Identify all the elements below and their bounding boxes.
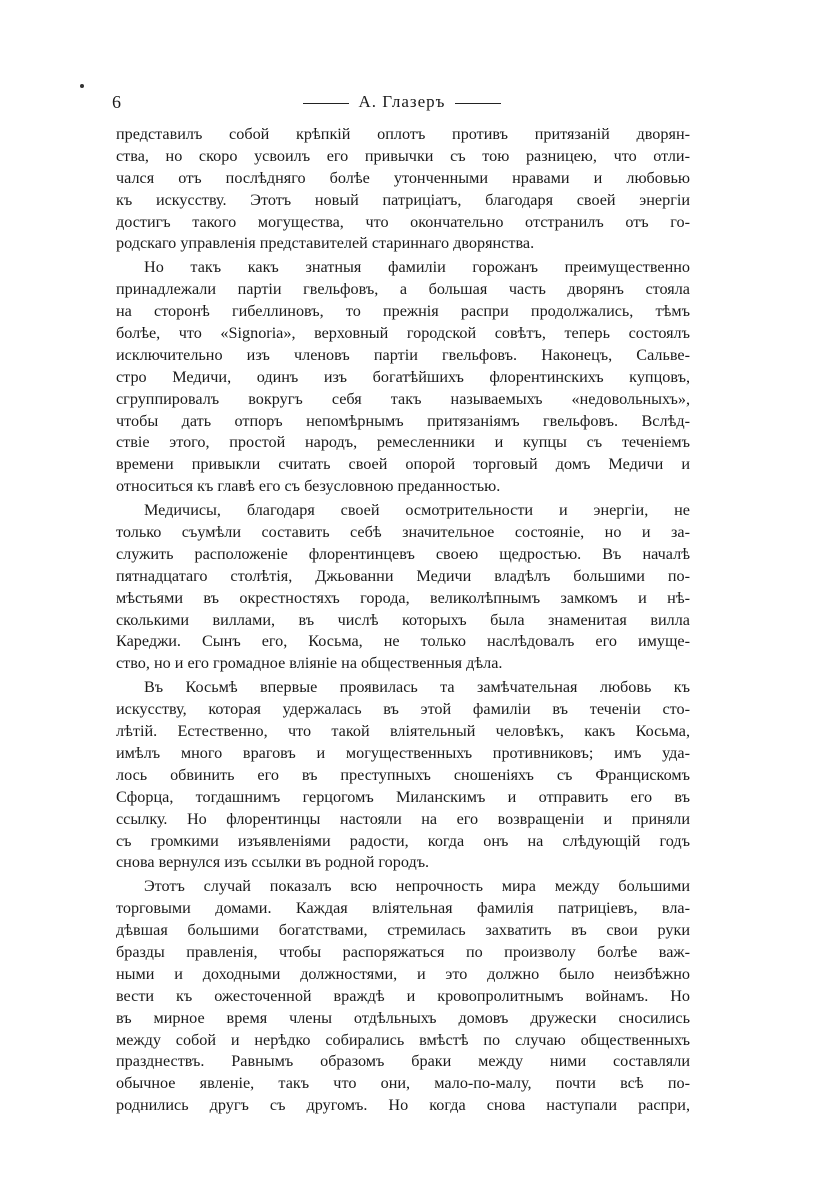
text-line: лѣтій. Естественно, что такой вліятельный человѣкъ, какъ Косьма,	[116, 722, 690, 741]
text-line: служить расположеніе флорентинцевъ своею щедростью. Въ началѣ	[116, 544, 690, 563]
text-line: лось обвинить его въ преступныхъ сношеніяхъ съ Францискомъ	[116, 765, 690, 784]
text-line: болѣе, что «Signoria», верховный городской совѣтъ, теперь состоялъ	[116, 324, 690, 343]
text-line: ства, но скоро усвоилъ его привычки съ тою разницею, что отли-	[116, 146, 690, 165]
scan-speck	[80, 84, 84, 88]
text-line: вести къ ожесточенной враждѣ и кровопролитнымъ войнамъ. Но	[116, 986, 690, 1005]
text-line: въ мирное время члены отдѣльныхъ домовъ дружески сносились	[116, 1008, 690, 1027]
text-line: роднились другъ съ другомъ. Но когда снова наступали распри,	[116, 1096, 690, 1115]
text-line: ство, но и его громадное вліяніе на общественныя дѣла.	[116, 654, 503, 673]
text-line: мѣстьями въ окрестностяхъ города, великолѣпнымъ замкомъ и нѣ-	[116, 588, 690, 607]
text-line: времени привыкли считать своей опорой торговый домъ Медичи и	[116, 455, 690, 474]
text-line: ссылку. Но флорентинцы настояли на его возвращеніи и приняли	[116, 809, 690, 828]
text-line: достигъ такого могущества, что окончательно отстранилъ отъ го-	[116, 212, 690, 231]
text-line: представилъ собой крѣпкій оплотъ противъ притязаній дворян-	[116, 125, 690, 143]
text-line: пятнадцатаго столѣтія, Джьованни Медичи владѣлъ большими по-	[116, 566, 690, 585]
text-line: сколькими виллами, въ числѣ которыхъ была знаменитая вилла	[116, 610, 690, 629]
text-line: дѣвшая большими богатствами, стремилась захватить въ свои руки	[116, 921, 690, 940]
text-line: снова вернулся изъ ссылки въ родной городъ.	[116, 853, 430, 872]
paragraph	[116, 677, 690, 874]
text-line: бразды правленія, чтобы распоряжаться по произволу болѣе важ-	[116, 942, 690, 961]
text-line: между собой и нерѣдко собирались вмѣстѣ по случаю общественныхъ	[116, 1030, 690, 1049]
body-text	[116, 124, 690, 1119]
text-line: только съумѣли составить себѣ значительное состояніе, но и за-	[116, 523, 690, 542]
paragraph	[116, 500, 690, 675]
text-line: родскаго управленія представителей стариннаго дворянства.	[116, 234, 535, 253]
header-rule-left	[303, 103, 349, 104]
text-line: сгруппировалъ вокругъ себя такъ называемыхъ «недовольныхъ»,	[116, 389, 690, 408]
page-number: 6	[112, 92, 121, 112]
text-line: обычное явленіе, такъ что они, мало-по-малу, почти всѣ по-	[116, 1074, 690, 1093]
text-line: ствіе этого, простой народъ, ремесленники и купцы съ теченіемъ	[116, 433, 690, 452]
text-line: исключительно изъ членовъ партіи гвельфовъ. Наконецъ, Сальве-	[116, 345, 690, 364]
running-head	[112, 92, 692, 112]
text-line: Медичисы, благодаря своей осмотрительности и энергіи, не	[144, 501, 690, 520]
text-line: на сторонѣ гибеллиновъ, то прежнія распри продолжались, тѣмъ	[116, 302, 690, 321]
text-line: чтобы дать отпоръ непомѣрнымъ притязаніямъ гвельфовъ. Вслѣд-	[116, 411, 690, 430]
text-line: ными и доходными должностями, и это должно было неизбѣжно	[116, 964, 690, 983]
text-line: торговыми домами. Каждая вліятельная фамилія патриціевъ, вла-	[116, 899, 690, 918]
paragraph	[116, 876, 690, 1117]
text-line: къ искусству. Этотъ новый патриціатъ, благодаря своей энергіи	[116, 190, 690, 209]
text-line: чался отъ послѣдняго болѣе утонченными нравами и любовью	[116, 168, 690, 187]
text-line: принадлежали партіи гвельфовъ, а большая часть дворянъ стояла	[116, 280, 690, 299]
text-line: Сфорца, тогдашнимъ герцогомъ Миланскимъ и отправить его въ	[116, 787, 690, 806]
text-line: празднествъ. Равнымъ образомъ браки между ними составляли	[116, 1052, 690, 1071]
text-line: искусству, которая удержалась въ этой фамиліи въ теченіи сто-	[116, 700, 690, 719]
paragraph	[116, 257, 690, 498]
text-line: Но такъ какъ знатныя фамиліи горожанъ преимущественно	[144, 258, 690, 277]
text-line: относиться къ главѣ его съ безусловною преданностью.	[116, 477, 501, 496]
text-line: Въ Косьмѣ впервые проявилась та замѣчательная любовь къ	[144, 678, 690, 697]
page-header	[112, 92, 692, 122]
text-line: имѣлъ много враговъ и могущественныхъ противниковъ; имъ уда-	[116, 743, 690, 762]
text-line: Кареджи. Сынъ его, Косьма, не только наслѣдовалъ его имуще-	[116, 632, 690, 651]
running-head-title: А. Глазеръ	[358, 92, 446, 111]
text-line: стро Медичи, одинъ изъ богатѣйшихъ флорентинскихъ купцовъ,	[116, 367, 690, 386]
text-line: съ громкими изъявленіями радости, когда онъ на слѣдующій годъ	[116, 831, 690, 850]
text-line: Этотъ случай показалъ всю непрочность мира между большими	[144, 877, 690, 896]
paragraph	[116, 124, 690, 255]
header-rule-right	[455, 103, 501, 104]
